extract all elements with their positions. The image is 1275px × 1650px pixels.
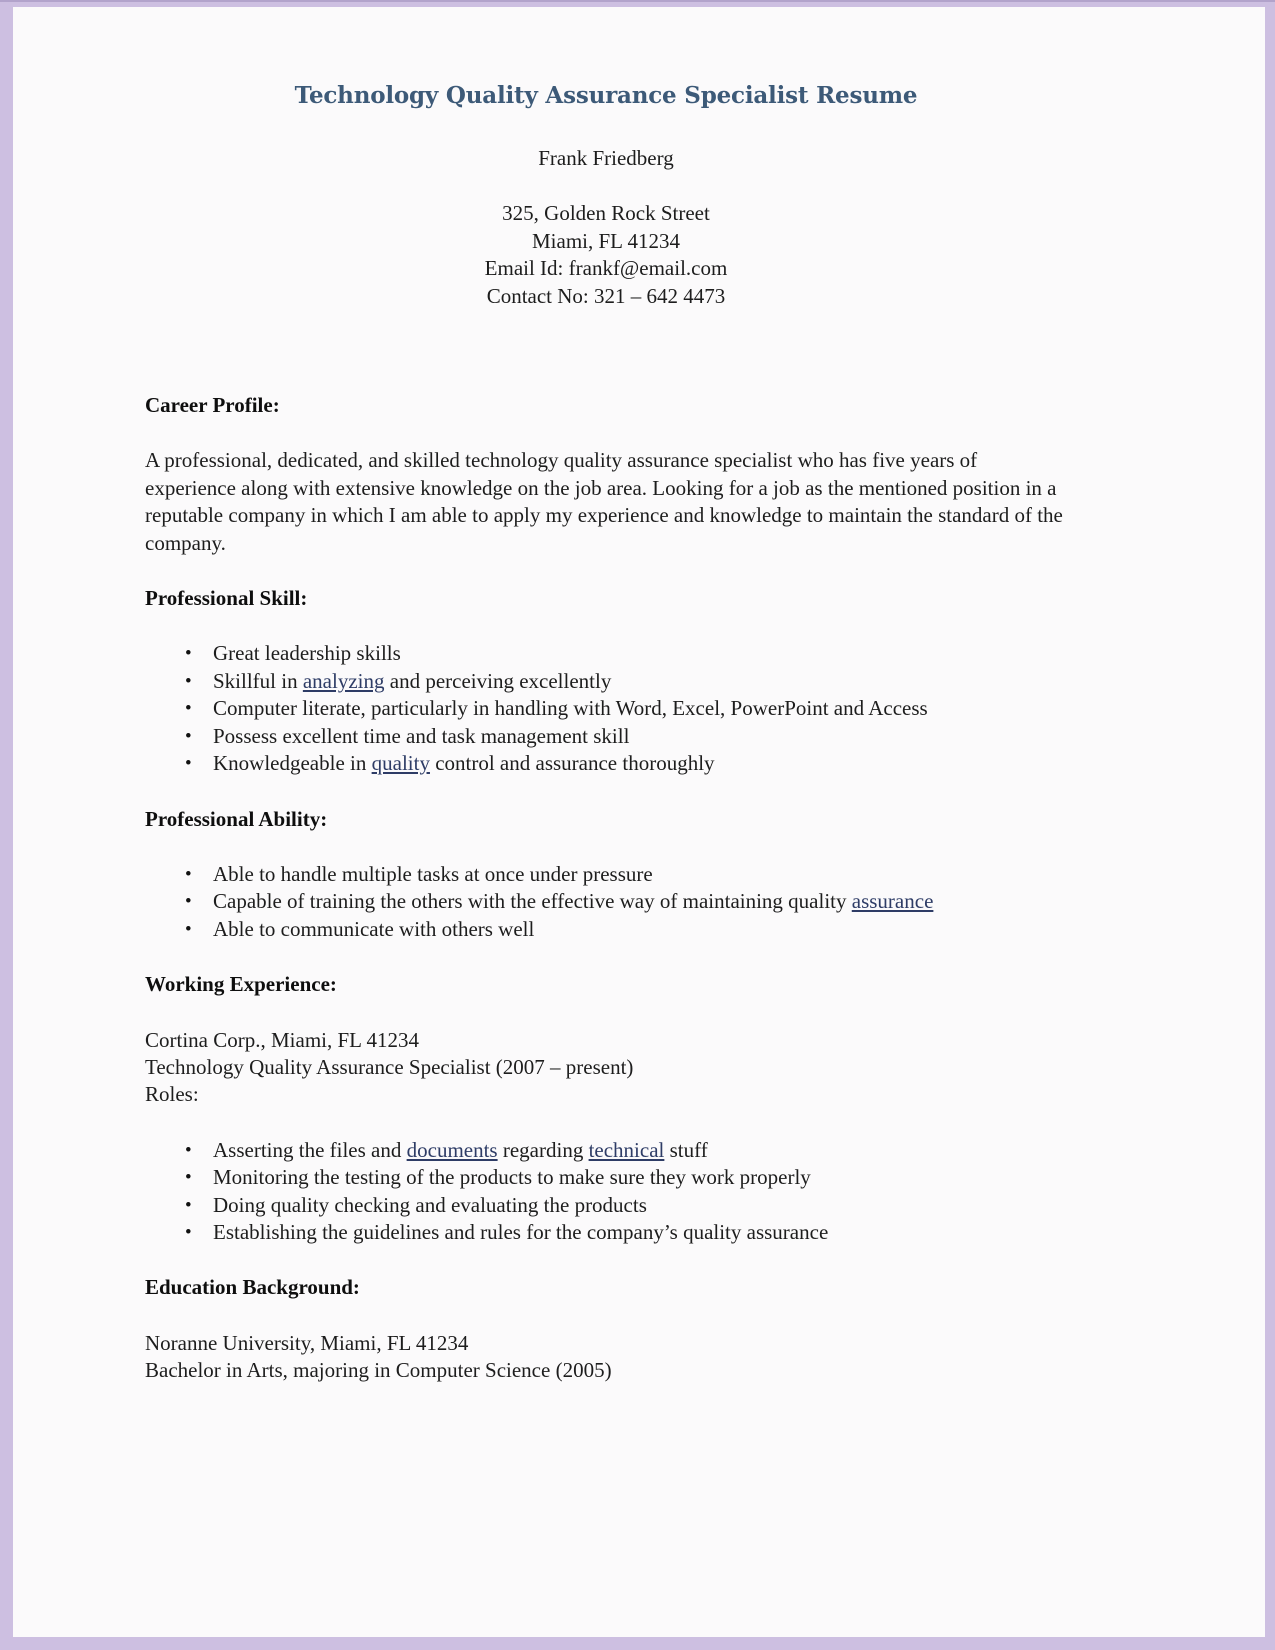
text-segment: Great leadership skills (213, 641, 401, 666)
career-profile-paragraph: A professional, dedicated, and skilled technology quality assurance specialist who has five years of experience along with extensive knowledge on the job area. Looking for a job as the mentioned position in a reputable company in which I am able to apply my experience and knowledge to maintain the standard of the company. (145, 448, 1063, 555)
phone-line: Contact No: 321 – 642 4473 (486, 283, 726, 308)
text-segment: control and assurance thoroughly (429, 751, 715, 776)
section-heading-career-profile: Career Profile: (145, 393, 280, 418)
employer-block (145, 1027, 1067, 1109)
degree-line: Bachelor in Arts, majoring in Computer Science (2005) (145, 1358, 612, 1383)
text-segment: Knowledgeable in (213, 751, 372, 776)
text-segment: Possess excellent time and task management skill (213, 723, 630, 748)
professional-ability-list (145, 861, 1067, 943)
list-item (145, 916, 1067, 943)
inline-link[interactable]: technical (588, 1137, 665, 1162)
section-heading-professional-ability: Professional Ability: (145, 806, 328, 831)
text-segment: Doing quality checking and evaluating the products (213, 1192, 647, 1217)
list-item (145, 1164, 1067, 1191)
employer-line: Cortina Corp., Miami, FL 41234 (145, 1027, 419, 1052)
list-item (145, 1219, 1067, 1246)
education-block (145, 1330, 1067, 1385)
text-segment: Able to communicate with others well (213, 916, 535, 941)
list-item (145, 695, 1067, 722)
address-line: Miami, FL 41234 (532, 228, 680, 253)
text-segment: regarding (497, 1137, 589, 1162)
candidate-name: Frank Friedberg (538, 146, 674, 170)
section-heading-education: Education Background: (145, 1275, 360, 1300)
contact-block (145, 200, 1067, 310)
text-segment: stuff (664, 1137, 708, 1162)
page-title: Technology Quality Assurance Specialist Resume (294, 82, 918, 109)
professional-skill-list (145, 640, 1067, 777)
text-segment: Establishing the guidelines and rules for the company’s quality assurance (213, 1219, 829, 1244)
section-heading-working-experience: Working Experience: (145, 972, 337, 997)
inline-link[interactable]: quality (371, 751, 430, 776)
email-line: Email Id: frankf@email.com (484, 256, 728, 281)
text-segment: Capable of training the others with the effective way of maintaining quality (213, 889, 852, 914)
text-segment: Able to handle multiple tasks at once under pressure (213, 861, 653, 886)
list-item (145, 861, 1067, 888)
list-item (145, 750, 1067, 777)
text-segment: Computer literate, particularly in handling with Word, Excel, PowerPoint and Access (213, 696, 928, 721)
list-item (145, 640, 1067, 667)
list-item (145, 1137, 1067, 1164)
list-item (145, 888, 1067, 915)
list-item (145, 723, 1067, 750)
inline-link[interactable]: documents (406, 1137, 498, 1162)
list-item (145, 1192, 1067, 1219)
roles-list (145, 1137, 1067, 1247)
text-segment: and perceiving excellently (384, 668, 612, 693)
text-segment: Skillful in (213, 668, 303, 693)
list-item (145, 668, 1067, 695)
text-segment: Monitoring the testing of the products to make sure they work properly (213, 1165, 811, 1190)
inline-link[interactable]: analyzing (302, 668, 385, 693)
address-line: 325, Golden Rock Street (502, 201, 710, 226)
job-title-line: Technology Quality Assurance Specialist (2007 – present) (145, 1054, 634, 1079)
section-heading-professional-skill: Professional Skill: (145, 586, 308, 611)
text-segment: Asserting the files and (213, 1137, 407, 1162)
roles-label: Roles: (145, 1082, 199, 1107)
resume-page (13, 7, 1265, 1637)
university-line: Noranne University, Miami, FL 41234 (145, 1330, 469, 1355)
inline-link[interactable]: assurance (851, 889, 934, 914)
